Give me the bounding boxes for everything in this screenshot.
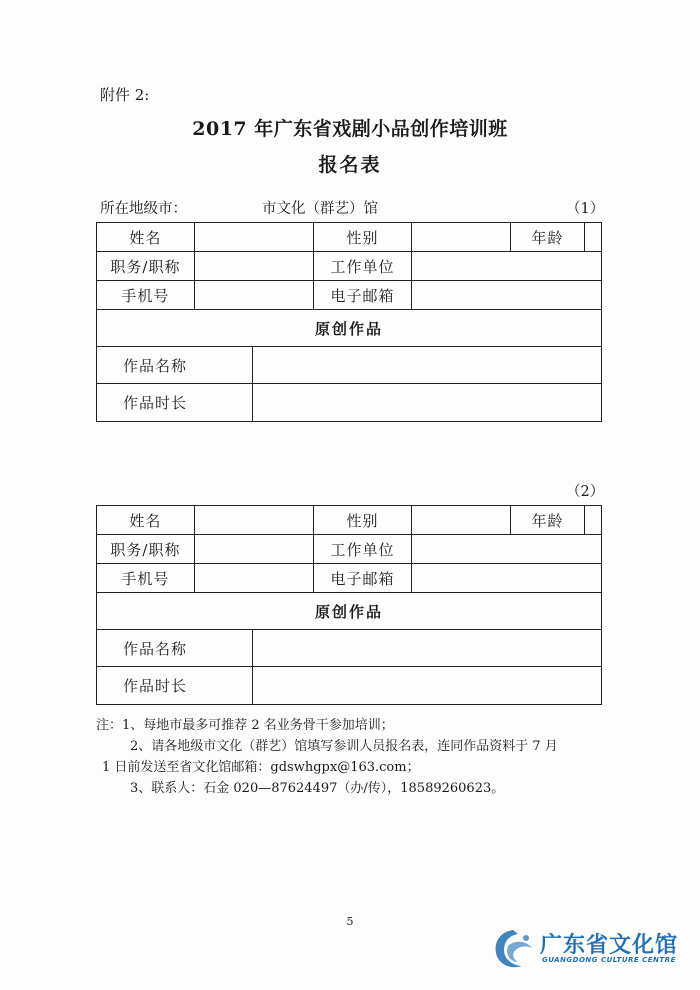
note-line: 2、请各地级市文化（群艺）馆填写参训人员报名表，连同作品资料于 7 月 <box>130 739 558 754</box>
position-field[interactable] <box>194 252 313 281</box>
form-number: （1） <box>566 201 605 217</box>
workplace-field[interactable] <box>412 535 602 564</box>
note-line: 注：1、每地市最多可推荐 2 名业务骨干参加培训； <box>96 718 394 733</box>
attachment-label: 附件 2: <box>100 86 150 104</box>
age-field[interactable] <box>584 506 601 535</box>
position-field[interactable] <box>194 535 313 564</box>
form-number: （2） <box>566 484 605 500</box>
email-field[interactable] <box>412 564 602 593</box>
phone-label: 手机号 <box>97 281 195 310</box>
work-duration-label: 作品时长 <box>97 667 253 705</box>
gender-label: 性别 <box>313 223 412 252</box>
work-duration-label: 作品时长 <box>97 384 253 422</box>
registration-form <box>96 505 602 705</box>
original-works-header: 原创作品 <box>97 310 602 347</box>
culture-centre-logo-icon <box>488 926 538 972</box>
work-title-field[interactable] <box>252 347 601 384</box>
original-works-header: 原创作品 <box>97 593 602 630</box>
gender-field[interactable] <box>412 506 511 535</box>
name-field[interactable] <box>194 506 313 535</box>
email-label: 电子邮箱 <box>313 281 412 310</box>
document-subtitle: 报名表 <box>318 154 382 176</box>
note-line: 3、联系人：石金 020—87624497（办/传），18589260623。 <box>130 781 505 796</box>
age-label: 年龄 <box>511 506 585 535</box>
phone-label: 手机号 <box>97 564 195 593</box>
watermark-name-en: GUANGDONG CULTURE CENTRE <box>542 956 676 964</box>
note-line: 1 日前发送至省文化馆邮箱：gdswhgpx@163.com； <box>102 760 420 775</box>
watermark-name-cn: 广东省文化馆 <box>540 933 679 958</box>
age-field[interactable] <box>584 223 601 252</box>
gender-field[interactable] <box>412 223 511 252</box>
page-number: 5 <box>346 915 354 928</box>
age-label: 年龄 <box>511 223 585 252</box>
name-label: 姓名 <box>97 223 195 252</box>
workplace-label: 工作单位 <box>313 252 412 281</box>
phone-field[interactable] <box>194 564 313 593</box>
document-title: 2017 年广东省戏剧小品创作培训班 <box>192 118 508 140</box>
workplace-field[interactable] <box>412 252 602 281</box>
registration-form <box>96 222 602 422</box>
name-field[interactable] <box>194 223 313 252</box>
position-label: 职务/职称 <box>97 252 195 281</box>
email-label: 电子邮箱 <box>313 564 412 593</box>
work-duration-field[interactable] <box>252 667 601 705</box>
phone-field[interactable] <box>194 281 313 310</box>
name-label: 姓名 <box>97 506 195 535</box>
gender-label: 性别 <box>313 506 412 535</box>
work-title-label: 作品名称 <box>97 347 253 384</box>
work-title-label: 作品名称 <box>97 630 253 667</box>
position-label: 职务/职称 <box>97 535 195 564</box>
work-title-field[interactable] <box>252 630 601 667</box>
work-duration-field[interactable] <box>252 384 601 422</box>
email-field[interactable] <box>412 281 602 310</box>
watermark-logo <box>486 924 696 974</box>
workplace-label: 工作单位 <box>313 535 412 564</box>
city-label: 所在地级市： <box>100 201 187 217</box>
city-value: 市文化（群艺）馆 <box>262 201 378 217</box>
notes <box>96 715 616 799</box>
